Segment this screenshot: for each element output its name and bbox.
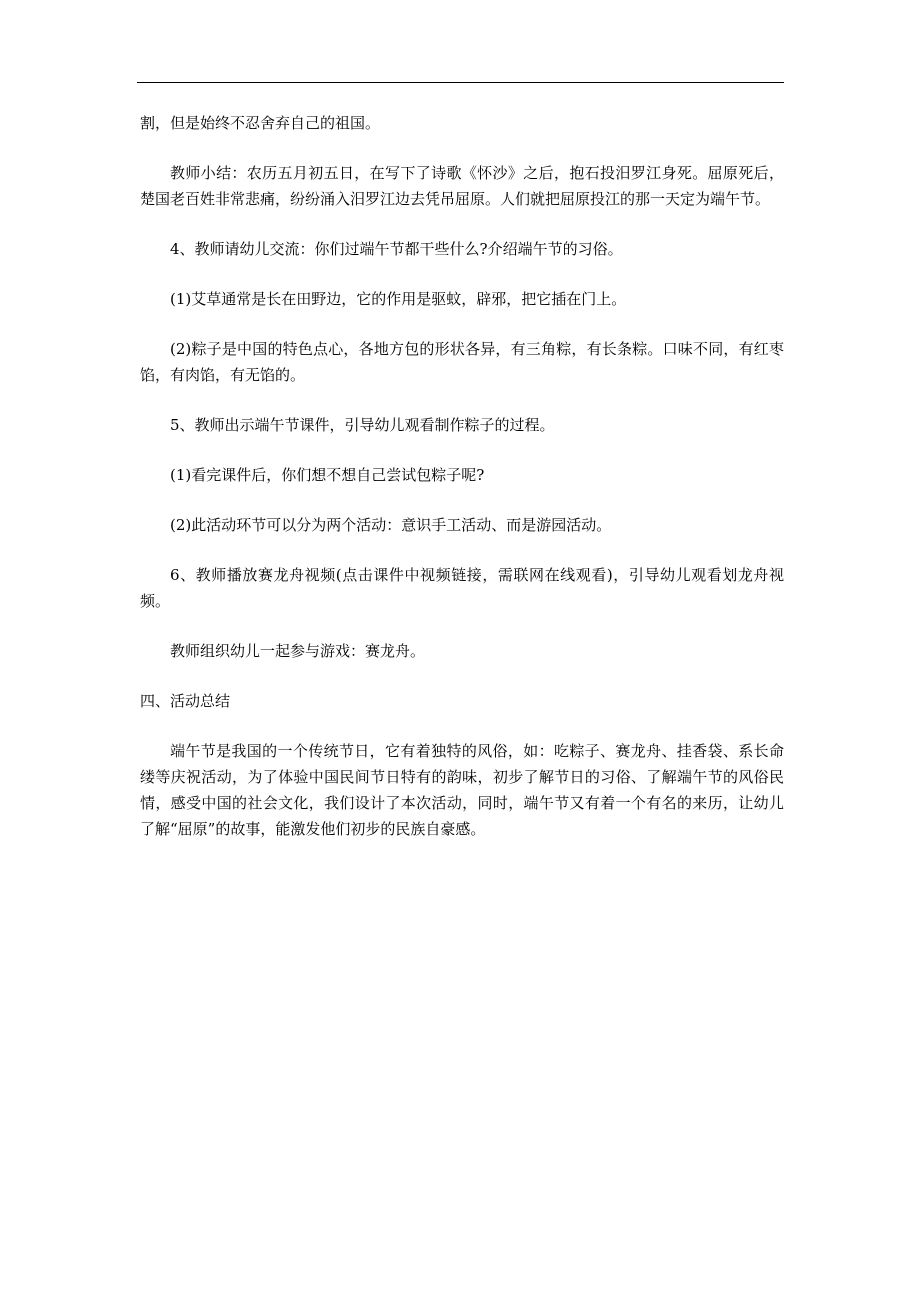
paragraph-summary: 端午节是我国的一个传统节日，它有着独特的风俗，如：吃粽子、赛龙舟、挂香袋、系长命缕等庆祝活动，为了体验中国民间节日特有的韵味，初步了解节日的习俗、了解端午节的风俗民情，感受中国的社会文化，我们设计了本次活动，同时，端午节又有着一个有名的来历，让幼儿了解“屈原”的故事，能激发他们初步的民族自豪感。 xyxy=(140,742,784,838)
paragraph-step-4-item-1: (1)艾草通常是长在田野边，它的作用是驱蚊，辟邪，把它插在门上。 xyxy=(170,290,627,308)
paragraph-step-5-item-2: (2)此活动环节可以分为两个活动：意识手工活动、而是游园活动。 xyxy=(170,516,612,534)
paragraph-step-5-item-1: (1)看完课件后，你们想不想自己尝试包粽子呢? xyxy=(170,466,485,484)
section-heading-summary: 四、活动总结 xyxy=(140,692,231,710)
paragraph-teacher-summary: 教师小结：农历五月初五日，在写下了诗歌《怀沙》之后，抱石投汨罗江身死。屈原死后，楚国老百姓非常悲痛，纷纷涌入汨罗江边去凭吊屈原。人们就把屈原投江的那一天定为端午节。 xyxy=(140,164,784,208)
paragraph-1: 割，但是始终不忍舍弃自己的祖国。 xyxy=(140,114,381,132)
header-rule xyxy=(137,82,784,83)
paragraph-step-5: 5、教师出示端午节课件，引导幼儿观看制作粽子的过程。 xyxy=(170,416,555,434)
paragraph-step-4-item-2: (2)粽子是中国的特色点心，各地方包的形状各异，有三角粽，有长条粽。口味不同，有红枣馅，有肉馅，有无馅的。 xyxy=(140,340,784,384)
paragraph-step-4: 4、教师请幼儿交流：你们过端午节都干些什么?介绍端午节的习俗。 xyxy=(170,240,623,258)
paragraph-step-6: 6、教师播放赛龙舟视频(点击课件中视频链接，需联网在线观看)，引导幼儿观看划龙舟视频。 xyxy=(140,566,784,610)
document-body xyxy=(140,110,784,866)
paragraph-game: 教师组织幼儿一起参与游戏：赛龙舟。 xyxy=(170,642,426,660)
